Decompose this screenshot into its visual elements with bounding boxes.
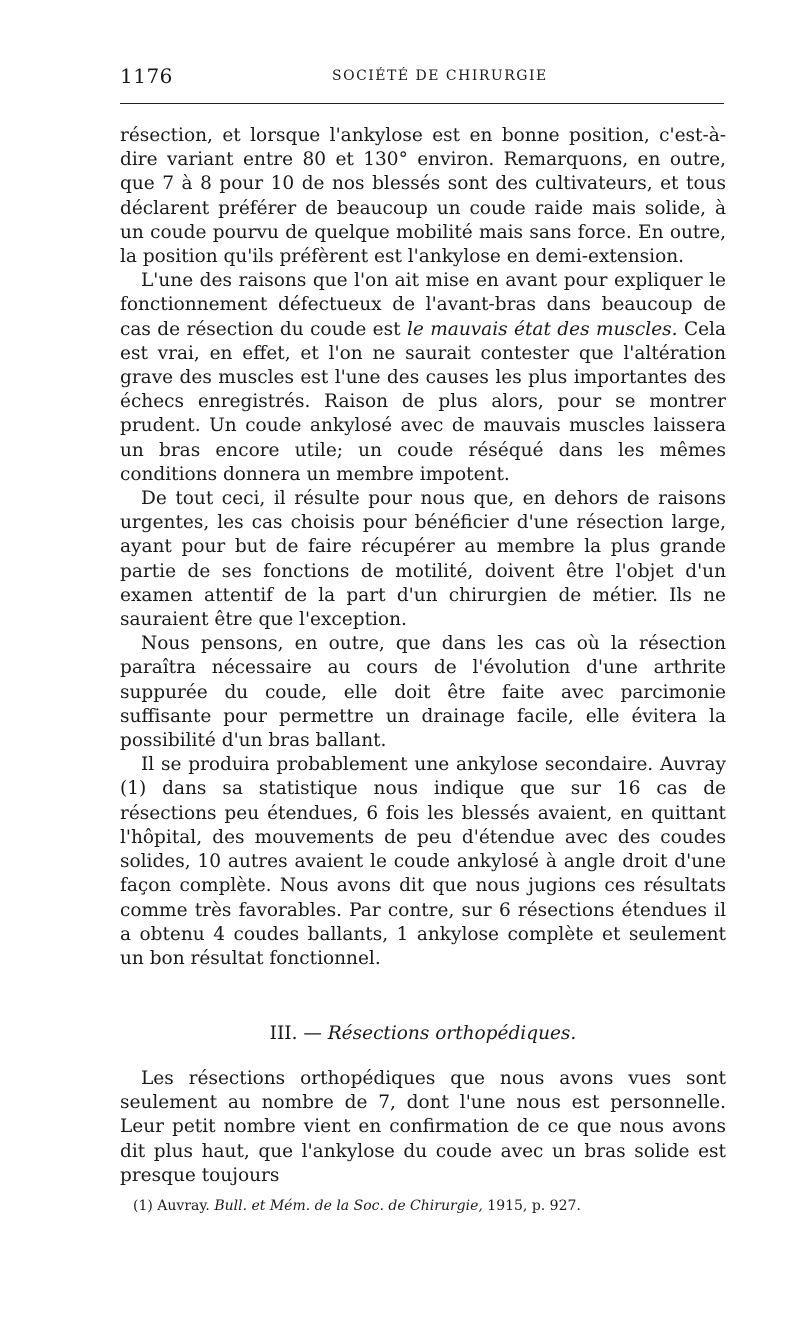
- footnote-details: 1915, p. 927.: [482, 1198, 581, 1214]
- section-number: III. —: [269, 1023, 328, 1044]
- paragraph-3: De tout ceci, il résulte pour nous que, en dehors de raisons urgentes, les cas choisis pour bénéficier d'une résection large, ayant pour but de faire récupérer au membre la plus grande partie de ses fonctions de motilité, doivent être l'objet d'un examen attentif de la part d'un chirurgien de métier. Ils ne sauraient être que l'exception.: [120, 488, 726, 631]
- paragraph-1: résection, et lorsque l'ankylose est en bonne position, c'est-à-dire variant entre 80 et 130° environ. Remarquons, en outre, que 7 à 8 pour 10 de nos blessés sont des cultivateurs, et tous déclarent préférer de beaucoup un coude raide mais solide, à un coude pourvu de quelque mobilité mais sans force. En outre, la position qu'ils préfèrent est l'ankylose en demi-extension.: [120, 125, 726, 268]
- paragraph-2-start: L'une des raisons que l'on ait mise en avant pour expliquer le fonctionnement défectueux de l'avant-bras dans beaucoup de cas de résection du coude est: [120, 270, 726, 340]
- paragraph-2-italic: le mauvais état des muscles.: [406, 318, 678, 340]
- paragraph-4: Nous pensons, en outre, que dans les cas où la résection paraîtra nécessaire au cours de l'évolution d'une arthrite suppurée du coude, elle doit être faite avec parcimonie suffisante pour permettre un drainage facile, elle évitera la possibilité d'un bras ballant.: [120, 633, 726, 752]
- footnote-citation: Bull. et Mém. de la Soc. de Chirurgie,: [214, 1198, 483, 1214]
- journal-title: SOCIÉTÉ DE CHIRURGIE: [332, 68, 548, 84]
- footnote-marker: (1) Auvray.: [133, 1198, 215, 1214]
- section-heading: [120, 1022, 726, 1046]
- paragraph-5: Il se produira probablement une ankylose secondaire. Auvray (1) dans sa statistique nous indique que sur 16 cas de résections peu étendues, 6 fois les blessés avaient, en quittant l'hôpital, des mouvements de peu d'étendue avec des coudes solides, 10 autres avaient le coude ankylosé à angle droit d'une façon complète. Nous avons dit que nous jugions ces résultats comme très favorables. Par contre, sur 6 résections étendues il a obtenu 4 coudes ballants, 1 ankylose complète et seulement un bon résultat fonctionnel.: [120, 754, 726, 969]
- body-text: [120, 124, 726, 971]
- paragraph-2-end: Cela est vrai, en effet, et l'on ne saurait contester que l'altération grave des muscles est l'une des causes les plus importantes des échecs enregistrés. Raison de plus alors, pour se montrer prudent. Un coude ankylosé avec de mauvais muscles laissera un bras encore utile; un coude réséqué dans les mêmes conditions donnera un membre impotent.: [120, 318, 726, 485]
- page-number: 1176: [120, 64, 173, 88]
- paragraph-2: [120, 269, 726, 487]
- section-title: Résections orthopédiques.: [327, 1023, 577, 1044]
- footnote: [133, 1196, 723, 1216]
- header-rule: [120, 103, 724, 104]
- body-text-2: [120, 1067, 726, 1188]
- paragraph-6: Les résections orthopédiques que nous avons vues sont seulement au nombre de 7, dont l'une nous est personnelle. Leur petit nombre vient en confirmation de ce que nous avons dit plus haut, que l'ankylose du coude avec un bras solide est presque toujours: [120, 1068, 726, 1186]
- running-head: [120, 64, 724, 88]
